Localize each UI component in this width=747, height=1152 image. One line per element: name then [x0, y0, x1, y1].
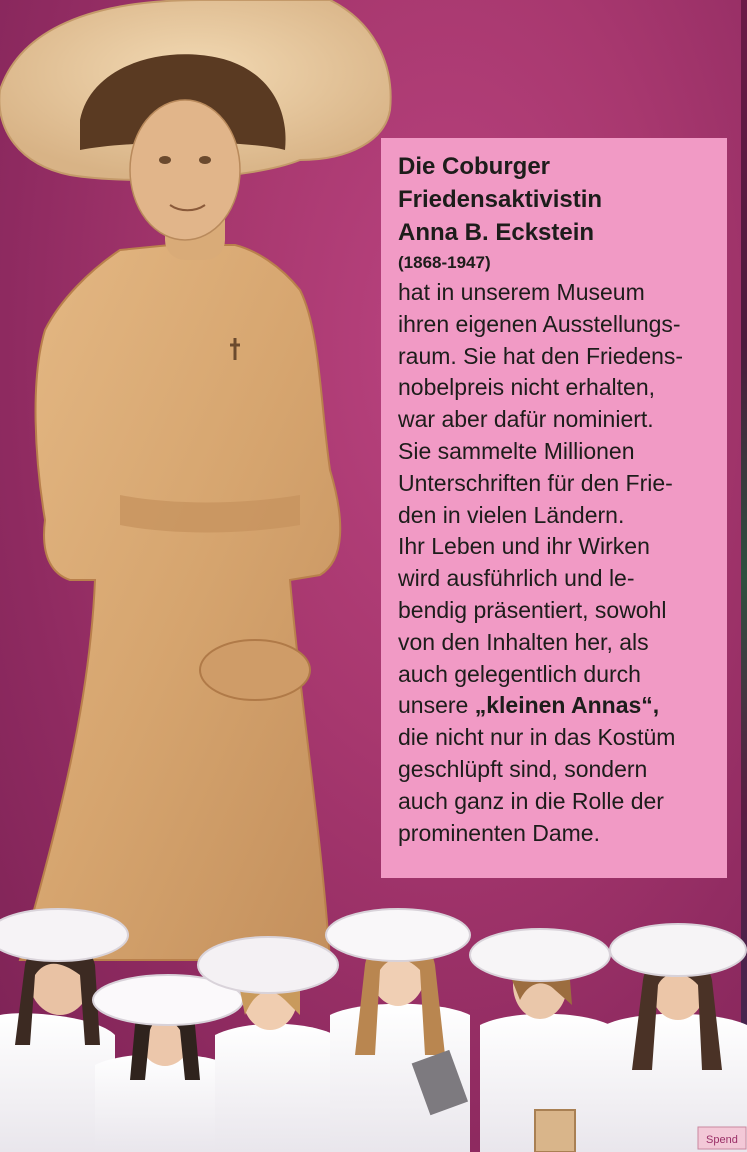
- body-line: wird ausführlich und le-: [398, 565, 635, 592]
- panel-heading: [398, 150, 713, 249]
- emphasis-kleine-annas: „kleinen Annas“,: [474, 692, 660, 719]
- heading-line: Anna B. Eckstein: [398, 219, 595, 246]
- body-line: Ihr Leben und ihr Wirken: [398, 533, 650, 560]
- body-line: war aber dafür nominiert.: [398, 406, 654, 433]
- panel-body: [398, 277, 713, 849]
- body-line: bendig präsentiert, sowohl: [398, 596, 667, 623]
- body-line: Unterschriften für den Frie-: [398, 469, 673, 496]
- body-line: geschlüpft sind, sondern: [398, 755, 648, 782]
- life-years: (1868-1947): [398, 253, 491, 272]
- portrait-anna-eckstein: [0, 0, 400, 980]
- body-line: hat in unserem Museum: [398, 279, 645, 305]
- girl-3: [198, 937, 338, 1152]
- group-photo-kleine-annas: [0, 905, 747, 1152]
- heading-line: Die Coburger: [398, 153, 551, 180]
- girl-6: [605, 924, 747, 1152]
- body-line: auch gelegentlich durch: [398, 660, 641, 687]
- body-line: ihren eigenen Ausstellungs-: [398, 310, 681, 337]
- body-line: die nicht nur in das Kostüm: [398, 724, 676, 751]
- dress: [20, 245, 340, 960]
- body-line: von den Inhalten her, als: [398, 628, 649, 655]
- body-line: Sie sammelte Millionen: [398, 437, 635, 464]
- girl-4: [326, 909, 470, 1152]
- emphasis-line: [398, 690, 713, 722]
- body-line: auch ganz in die Rolle der: [398, 787, 664, 814]
- girl-5: [470, 929, 610, 1152]
- text-panel: [381, 138, 727, 878]
- heading-line: Friedensaktivistin: [398, 186, 603, 213]
- donation-sign-text: Spend: [706, 1134, 738, 1146]
- body-line: den in vielen Ländern.: [398, 501, 625, 528]
- body-line: nobelpreis nicht erhalten,: [398, 374, 655, 401]
- body-line: prominenten Dame.: [398, 819, 600, 846]
- emphasis-prefix: unsere: [398, 692, 475, 719]
- body-line: raum. Sie hat den Friedens-: [398, 342, 684, 369]
